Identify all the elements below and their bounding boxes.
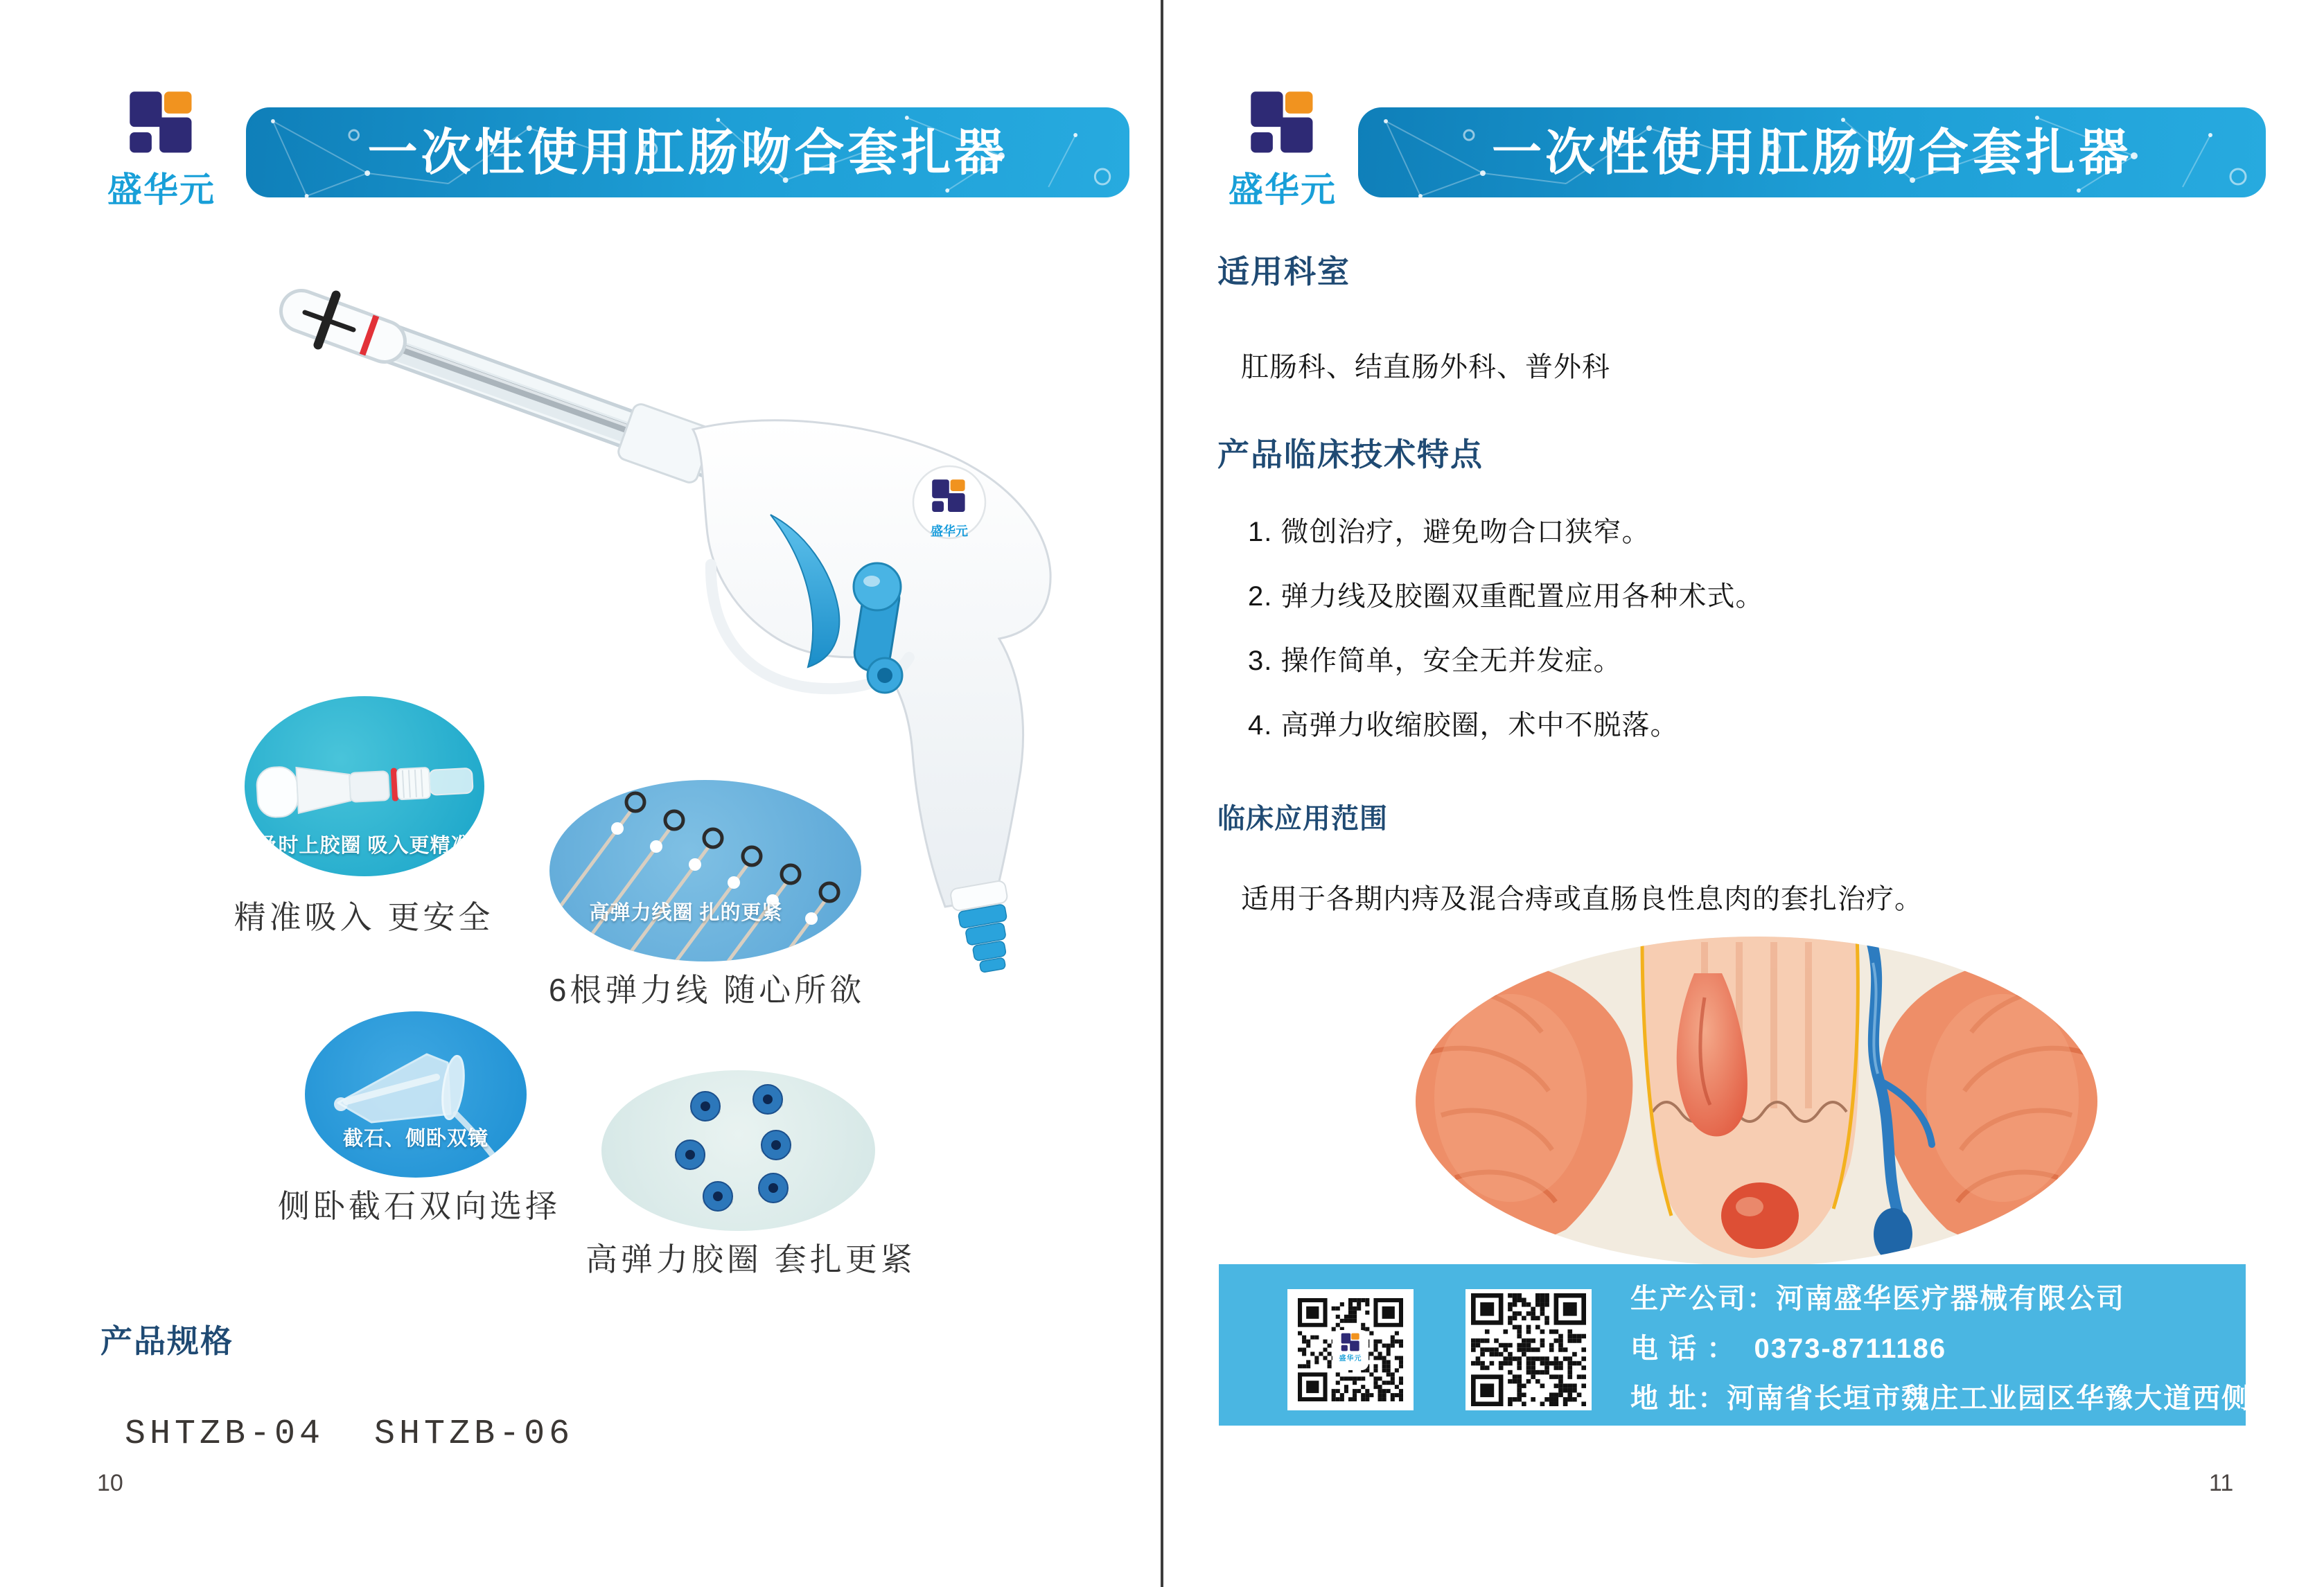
departments-text: 肛肠科、结直肠外科、普外科 [1241, 352, 1610, 382]
feature-overlay-label: 截石、侧卧双镜 [342, 1128, 488, 1150]
tech-feature-item: 1. 微创治疗，避免吻合口狭窄。 [1248, 517, 1650, 547]
qr-code-website [1465, 1289, 1592, 1410]
contact-company-line: 生产公司：河南盛华医疗器械有限公司 [1630, 1284, 2125, 1314]
scope-text: 适用于各期内痔及混合痔或直肠良性息肉的套扎治疗。 [1241, 884, 1923, 914]
elastic-threads-photo [549, 780, 861, 961]
external-hemorrhoid [1721, 1182, 1799, 1249]
page-title: 一次性使用肛肠吻合套扎器 [1491, 125, 2132, 181]
anoscope-photo [305, 1011, 527, 1178]
rubber-rings-photo [601, 1070, 875, 1231]
brand-logo-icon [1247, 90, 1318, 157]
page-number-right: 11 [2209, 1470, 2234, 1496]
section-heading-scope: 临床应用范围 [1217, 804, 1388, 834]
feature-caption: 精准吸入 更安全 [234, 899, 494, 935]
feature-bubble-suction [245, 696, 484, 876]
page-title: 一次性使用肛肠吻合套扎器 [367, 125, 1008, 181]
device-knob [852, 563, 902, 693]
page-number-left: 10 [97, 1470, 123, 1496]
tech-feature-item: 4. 高弹力收缩胶圈，术中不脱落。 [1248, 710, 1679, 741]
rubber-ring [675, 1085, 791, 1211]
tech-feature-list [1248, 500, 1763, 758]
brand-sticker [913, 466, 985, 538]
feature-caption: 侧卧截石双向选择 [278, 1188, 561, 1224]
qr-center-logo: 盛华元 [1332, 1330, 1368, 1370]
feature-bubble-rings [601, 1070, 875, 1231]
feature-bubble-threads [549, 780, 861, 961]
tech-feature-item: 2. 弹力线及胶圈双重配置应用各种术式。 [1248, 581, 1764, 612]
feature-bubble-anoscope [305, 1011, 527, 1178]
feature-overlay-label: 高弹力线圈 扎的更紧 [589, 902, 783, 924]
contact-bar [1219, 1264, 2251, 1426]
spec-models: SHTZB-04 SHTZB-06 [125, 1415, 574, 1454]
contact-phone-line: 电 话 ： 0373-8711186 [1630, 1333, 1947, 1364]
page-left [0, 0, 1161, 1587]
section-heading-tech: 产品临床技术特点 [1217, 436, 1484, 472]
page-right [1163, 0, 2324, 1587]
brand-logo-text: 盛华元 [107, 170, 215, 209]
tech-feature-item: 3. 操作简单，安全无并发症。 [1248, 646, 1622, 676]
header-banner [1358, 107, 2266, 197]
contact-info [1630, 1274, 2251, 1424]
brand-logo-icon [126, 90, 197, 157]
qr-code-wechat [1287, 1289, 1414, 1410]
feature-caption: 高弹力胶圈 套扎更紧 [586, 1241, 916, 1277]
section-heading-departments: 适用科室 [1217, 254, 1350, 290]
device-nozzle [950, 880, 1020, 973]
brand-logo-text: 盛华元 [1229, 170, 1337, 209]
anatomy-illustration [1414, 935, 2099, 1268]
feature-overlay-label: 及时上胶圈 吸入更精准 [257, 835, 472, 857]
contact-address-line: 地 址：河南省长垣市魏庄工业园区华豫大道西侧 [1630, 1383, 2251, 1414]
feature-caption: 6根弹力线 随心所欲 [548, 972, 865, 1008]
svg-text:盛华元: 盛华元 [931, 524, 968, 538]
header-banner [246, 107, 1129, 197]
spec-heading: 产品规格 [100, 1323, 234, 1359]
